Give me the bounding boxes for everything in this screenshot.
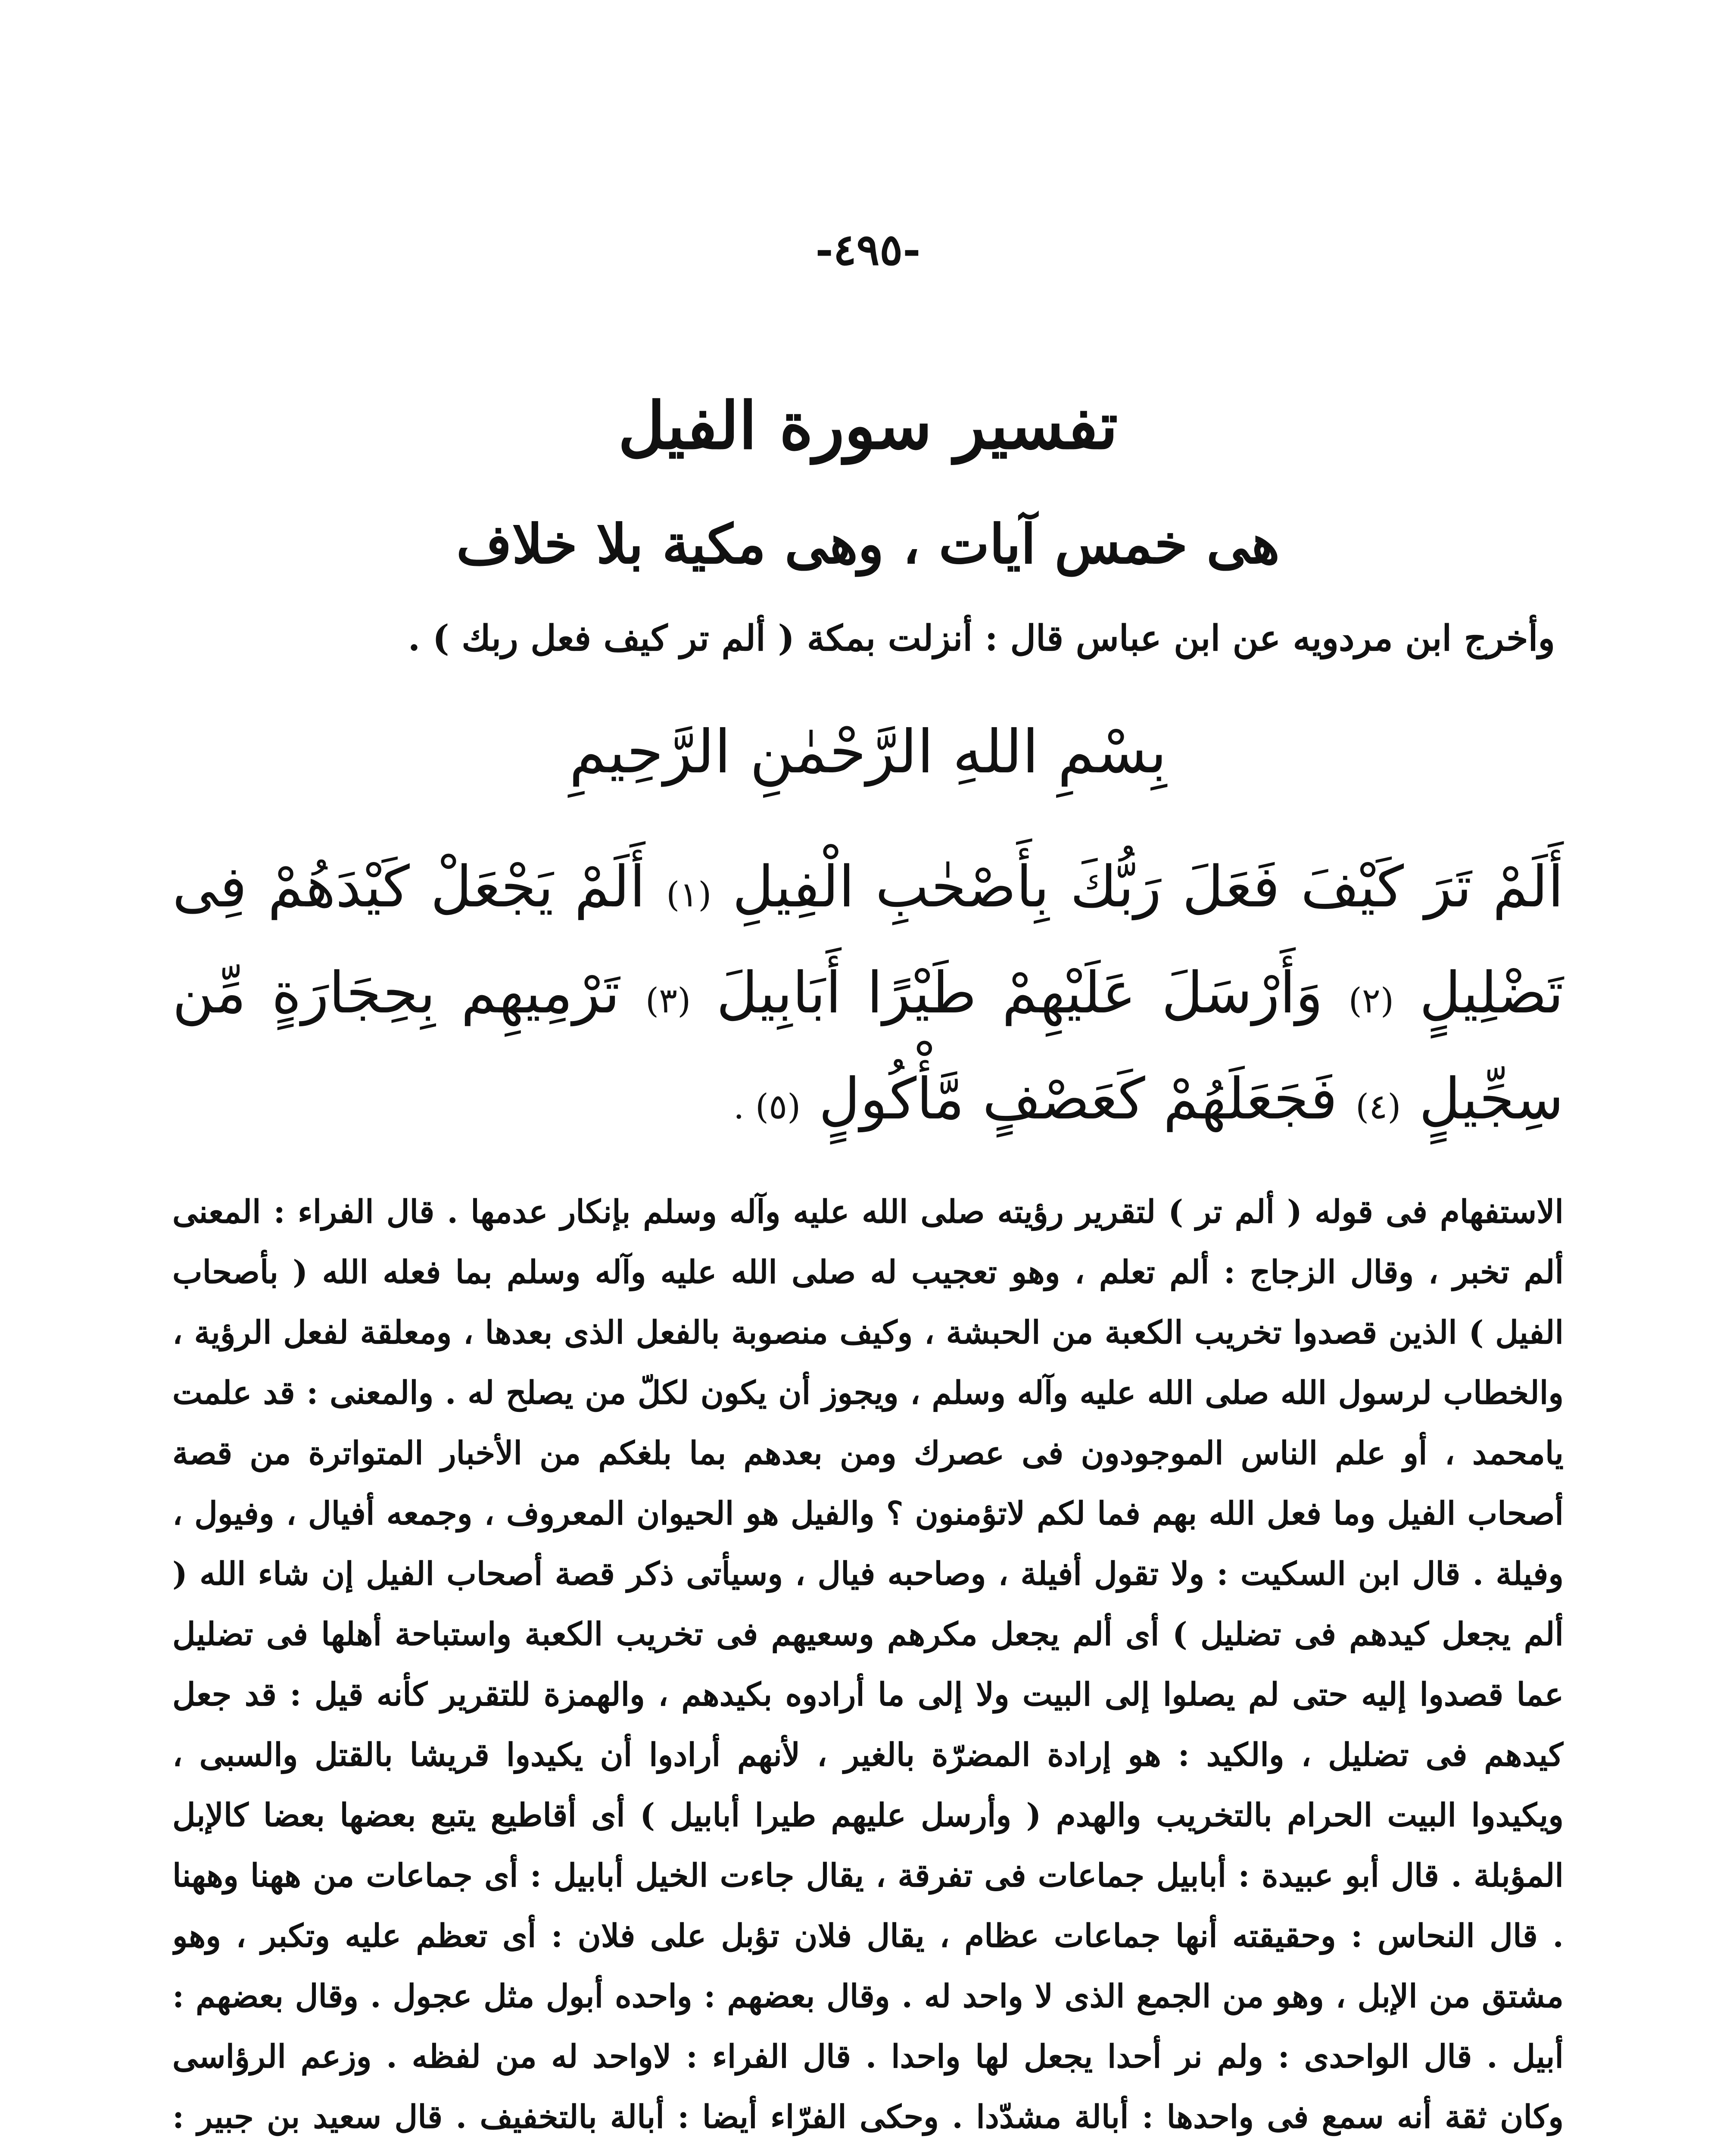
tafsir-commentary: الاستفهام فى قوله ( ألم تر ) لتقرير رؤيته صلى الله عليه وآله وسلم بإنكار عدمها . قال الفراء : المعنى ألم تخبر ، وقال الزجاج : ألم تعلم ، وهو تعجيب له صلى الله عليه وآله وسلم بما فعله الله ( بأصحاب الفيل ) الذين قصدوا تخريب الكعبة من الحبشة ، وكيف منصوبة بالفعل الذى بعدها ، ومعلقة لفعل الرؤية ، والخطاب لرسول الله صلى الله عليه وآله وسلم ، ويجوز أن يكون لكلّ من يصلح له . والمعنى : قد علمت يامحمد ، أو علم الناس الموجودون فى عصرك ومن بعدهم بما بلغكم من الأخبار المتواترة من قصة أصحاب الفيل وما فعل الله بهم فما لكم لاتؤمنون ؟ والفيل هو الحيوان المعروف ، وجمعه أفيال ، وفيول ، وفيلة . قال ابن السكيت : ولا تقول أفيلة ، وصاحبه فيال ، وسيأتى ذكر قصة أصحاب الفيل إن شاء الله ( ألم يجعل كيدهم فى تضليل ) أى ألم يجعل مكرهم وسعيهم فى تخريب الكعبة واستباحة أهلها فى تضليل عما قصدوا إليه حتى لم يصلوا إلى البيت ولا إلى ما أرادوه بكيدهم ، والهمزة للتقرير كأنه قيل : قد جعل كيدهم فى تضليل ، والكيد : هو إرادة المضرّة بالغير ، لأنهم أرادوا أن يكيدوا قريشا بالقتل والسبى ، ويكيدوا البيت الحرام بالتخريب والهدم ( وأرسل عليهم طيرا أبابيل ) أى أقاطيع يتبع بعضها بعضا كالإبل المؤبلة . قال أبو عبيدة : أبابيل جماعات فى تفرقة ، يقال جاءت الخيل أبابيل : أى جماعات من ههنا وههنا . قال النحاس : وحقيقته أنها جماعات عظام ، يقال فلان تؤبل على فلان : أى تعظم عليه وتكبر ، وهو مشتق من الإبل ، وهو من الجمع الذى لا واحد له . وقال بعضهم : واحده أبول مثل عجول . وقال بعضهم : أبيل . قال الواحدى : ولم نر أحدا يجعل لها واحدا . قال الفراء : لاواحد له من لفظه . وزعم الرؤاسى وكان ثقة أنه سمع فى واحدها : أبالة مشدّدا . وحكى الفرّاء أيضا : أبالة بالتخفيف . قال سعيد بن جبير :: [172, 1193, 1564, 2136]
verse-text: تَرْمِيهِم بِحِجَارَةٍ مِّن سِجِّيلٍ: [172, 959, 1564, 1132]
page-number: -٤٩٥-: [815, 224, 921, 275]
surah-subtitle: هى خمس آيات ، وهى مكية بلا خلاف: [456, 513, 1280, 576]
verse-number: (٣): [645, 980, 691, 1021]
verse-text: فَجَعَلَهُمْ كَعَصْفٍ مَّأْكُولٍ: [819, 1065, 1338, 1132]
verse-number: (٥) .: [733, 1086, 801, 1127]
verse-number: (٤): [1356, 1086, 1401, 1127]
surah-title: تفسير سورة الفيل: [618, 388, 1118, 464]
intro-narration: وأخرج ابن مردويه عن ابن عباس قال : أنزلت بمكة ( ألم تر كيف فعل ربك ) .: [408, 618, 1555, 659]
verse-text: أَلَمْ يَجْعَلْ كَيْدَهُمْ فِى تَضْلِيلٍ: [172, 853, 1564, 1026]
basmala: بِسْمِ اللهِ الرَّحْمٰنِ الرَّحِيمِ: [569, 717, 1167, 787]
verse-text: أَلَمْ تَرَ كَيْفَ فَعَلَ رَبُّكَ بِأَصْحٰبِ الْفِيلِ: [732, 853, 1564, 920]
verse-text: وَأَرْسَلَ عَلَيْهِمْ طَيْرًا أَبَابِيلَ: [716, 959, 1323, 1026]
verse-number: (١): [666, 874, 712, 915]
quran-verses: [172, 838, 1564, 1156]
verse-number: (٢): [1348, 980, 1394, 1021]
